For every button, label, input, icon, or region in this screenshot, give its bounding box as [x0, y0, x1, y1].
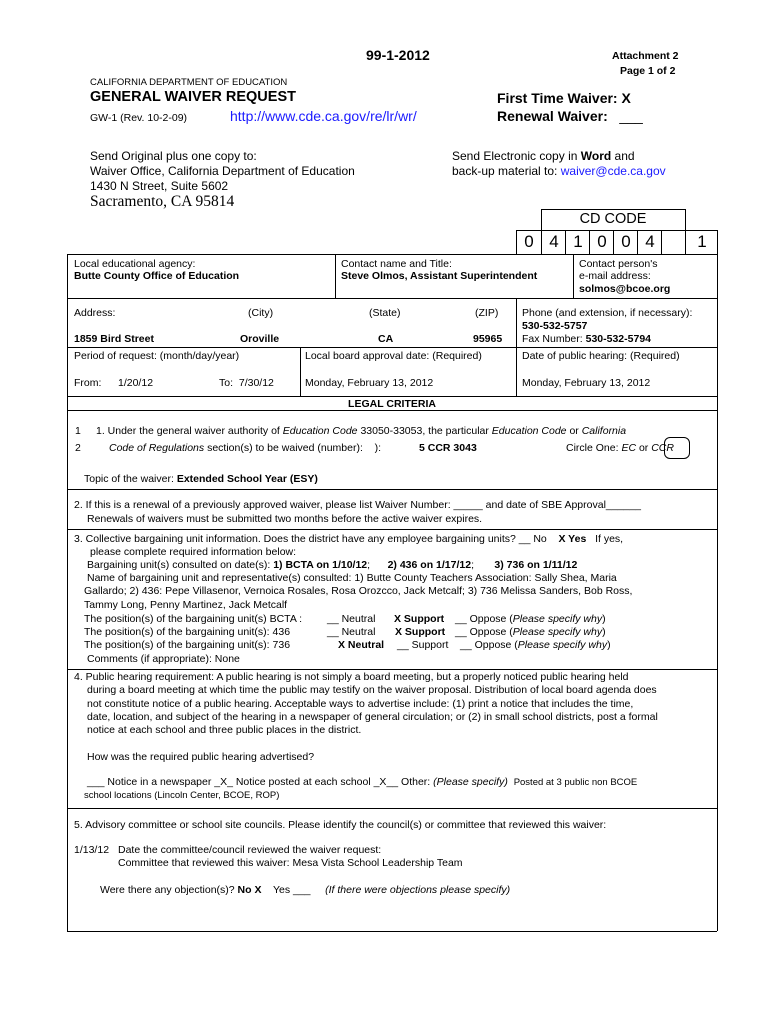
- position-1-oppose: [455, 613, 606, 625]
- phone-label: Phone (and extension, if necessary):: [522, 307, 693, 319]
- legal-line1-mid: 33050-33053, the particular: [360, 425, 489, 437]
- fax-label: Fax Number:: [522, 333, 583, 345]
- to-label: To:: [219, 377, 234, 389]
- city-label: (City): [248, 307, 274, 319]
- first-time-label: First Time Waiver:: [497, 90, 618, 106]
- electronic-line-1: [452, 149, 635, 163]
- form-id: GW-1 (Rev. 10-2-09): [90, 112, 188, 124]
- position-2-neutral: __ Neutral: [327, 626, 376, 638]
- bargaining-dates: [87, 559, 577, 571]
- hearing-line-1: 4. Public hearing requirement: A public hearing is not simply a board meeting, but a properly noticed public hearing held: [74, 671, 629, 683]
- advisory-line: 5. Advisory committee or school site councils. Please identify the council(s) or committee that reviewed this waiver:: [74, 819, 607, 831]
- street-value: 1859 Bird Street: [74, 333, 154, 345]
- advisory-date: 1/13/12: [74, 844, 110, 856]
- position-1-neutral: __ Neutral: [327, 613, 376, 625]
- advisory-reviewed: Date the committee/council reviewed the waiver request:: [118, 844, 382, 856]
- zip-value: 95965: [473, 333, 503, 345]
- bargaining-names-1: Name of bargaining unit and representative(s) consulted: 1) Butte County Teachers Association: Sally Shea, Maria: [87, 572, 617, 584]
- cd-digit-4: 0: [597, 232, 607, 251]
- cd-digit-6: 4: [645, 232, 655, 251]
- position-3-oppose: [460, 639, 611, 651]
- hearing-options: [87, 776, 637, 788]
- from-label: From:: [74, 377, 102, 389]
- topic-value: Extended School Year (ESY): [176, 473, 318, 485]
- state-label: (State): [369, 307, 401, 319]
- electronic-post: and: [614, 149, 635, 163]
- city-value: Oroville: [240, 333, 280, 345]
- hearing-other-specify: (Please specify): [433, 776, 508, 788]
- email-label-1: Contact person's: [579, 258, 658, 270]
- bargaining-names-2: Gallardo; 2) 436: Pepe Villasenor, Vernoica Rosales, Rosa Orozcco, Jack Metcalf; 3) 736 Melissa Sanders, Bob Ross,: [84, 585, 633, 597]
- advisory-committee: Committee that reviewed this waiver: Mesa Vista School Leadership Team: [118, 857, 463, 869]
- hearing-date-value: Monday, February 13, 2012: [522, 377, 651, 389]
- position-3-support: __ Support: [397, 639, 449, 651]
- legal-line-2: [109, 442, 381, 454]
- mailing-line-1: Send Original plus one copy to:: [90, 149, 257, 163]
- section-number: 5 CCR 3043: [419, 442, 477, 454]
- position-1-label: The position(s) of the bargaining unit(s) BCTA :: [84, 613, 303, 625]
- bargaining-semicolon: ;: [367, 559, 371, 571]
- renewal-line-1: 2. If this is a renewal of a previously approved waiver, please list Waiver Number: _____ and date of SBE Approval______: [74, 499, 641, 511]
- ccr-option: CCR: [651, 442, 674, 454]
- to-value: 7/30/12: [238, 377, 274, 389]
- contact-value: Steve Olmos, Assistant Superintendent: [341, 270, 538, 282]
- legal-line-1: [96, 425, 626, 437]
- position-2-close: ): [602, 626, 606, 638]
- position-2-oppose-text: __ Oppose (: [455, 626, 513, 638]
- bargaining-comments: Comments (if appropriate): None: [87, 653, 240, 665]
- hearing-line-3: not constitute notice of a public hearing. Acceptable ways to advertise include: (1) print a notice that includes the time,: [87, 698, 634, 710]
- topic-label: Topic of the waiver:: [84, 473, 174, 485]
- legal-ec-ref: Education Code: [282, 425, 358, 437]
- electronic-line2-pre: back-up material to:: [452, 164, 558, 178]
- renewal-waiver: [497, 108, 643, 124]
- cd-digit-2: 4: [549, 232, 559, 251]
- position-3-close: ): [607, 639, 611, 651]
- phone-value: 530-532-5757: [522, 320, 588, 332]
- cd-code-label: CD CODE: [579, 211, 647, 227]
- hearing-other-value: Posted at 3 public non BCOE: [513, 777, 638, 788]
- electronic-word: Word: [580, 149, 612, 163]
- position-3-oppose-text: __ Oppose (: [460, 639, 518, 651]
- legal-california: California: [581, 425, 627, 437]
- board-approval-label: Local board approval date: (Required): [305, 350, 482, 362]
- position-3-why: Please specify why: [517, 639, 608, 651]
- period-label: Period of request: (month/day/year): [74, 350, 240, 362]
- bargaining-if-yes: If yes,: [595, 533, 624, 545]
- hearing-line-4: date, location, and subject of the hearing in a newspaper of general circulation; or (2) in small school districts, post a formal: [87, 711, 658, 723]
- address-label: Address:: [74, 307, 116, 319]
- ec-option: EC: [621, 442, 637, 454]
- position-1-why: Please specify why: [512, 613, 603, 625]
- from-value: 1/20/12: [118, 377, 154, 389]
- legal-line1-pre: 1. Under the general waiver authority of: [96, 425, 280, 437]
- hearing-line-5: notice at each school and three public places in the district.: [87, 724, 362, 736]
- hearing-line-2: during a board meeting at which time the public may testify on the waiver proposal. Distribution of local board agenda does: [87, 684, 657, 696]
- legal-line1-or: or: [569, 425, 579, 437]
- contact-label: Contact name and Title:: [341, 258, 452, 270]
- circle-or: or: [638, 442, 649, 454]
- hearing-options-text: ___ Notice in a newspaper _X_ Notice posted at each school _X__ Other:: [87, 776, 431, 788]
- page-number: Page 1 of 2: [620, 65, 676, 77]
- cd-digit-3: 1: [573, 232, 583, 251]
- department-name: CALIFORNIA DEPARTMENT OF EDUCATION: [90, 77, 288, 88]
- cd-digit-7: 1: [697, 232, 707, 251]
- bargaining-date-2: 2) 436 on 1/17/12: [387, 559, 472, 571]
- legal-num-2: 2: [75, 442, 81, 454]
- electronic-pre: Send Electronic copy in: [452, 149, 578, 163]
- circle-one-label: Circle One:: [566, 442, 619, 454]
- position-2-support: X Support: [395, 626, 446, 638]
- legal-line2-paren: ):: [374, 442, 381, 454]
- advisory-objections: [100, 884, 510, 896]
- waiver-url-link[interactable]: http://www.cde.ca.gov/re/lr/wr/: [230, 108, 417, 124]
- bargaining-question: 3. Collective bargaining unit information. Does the district have any employee bargaining units? __ No: [74, 533, 547, 545]
- form-title: GENERAL WAIVER REQUEST: [90, 89, 296, 105]
- mailing-line-4: Sacramento, CA 95814: [90, 193, 235, 210]
- bargaining-line-2: please complete required information below:: [90, 546, 297, 558]
- bargaining-names-3: Tammy Long, Penny Martinez, Jack Metcalf: [84, 599, 288, 611]
- hearing-question: How was the required public hearing advertised?: [87, 751, 315, 763]
- renewal-label: Renewal Waiver:: [497, 108, 608, 124]
- renewal-value: ___: [619, 108, 643, 124]
- position-1-support: X Support: [394, 613, 445, 625]
- hearing-other-value-2: school locations (Lincoln Center, BCOE, ROP): [84, 790, 280, 801]
- electronic-line-2: [452, 164, 666, 178]
- objections-no: No X: [237, 884, 262, 896]
- to-line: [219, 377, 274, 389]
- legal-ccr-ref: Code of Regulations: [109, 442, 205, 454]
- cd-digit-5: 0: [621, 232, 631, 251]
- position-2-oppose: [455, 626, 606, 638]
- legal-ec-ref-2: Education Code: [491, 425, 567, 437]
- objections-question: Were there any objection(s)?: [100, 884, 235, 896]
- circle-one: [566, 442, 674, 454]
- contact-email: solmos@bcoe.org: [579, 283, 671, 295]
- bargaining-dates-label: Bargaining unit(s) consulted on date(s):: [87, 559, 271, 571]
- mailing-line-3: 1430 N Street, Suite 5602: [90, 179, 229, 193]
- zip-label: (ZIP): [475, 307, 499, 319]
- attachment-label: Attachment 2: [612, 50, 679, 62]
- bargaining-line-1: [74, 533, 623, 545]
- position-2-why: Please specify why: [512, 626, 603, 638]
- bargaining-yes: X Yes: [558, 533, 587, 545]
- legal-num-1: 1: [75, 425, 81, 437]
- ccr-circle-mark: [664, 437, 690, 459]
- objections-yes: Yes ___: [272, 884, 311, 896]
- cd-digit-1: 0: [524, 232, 534, 251]
- legal-line2-post: section(s) to be waived (number):: [207, 442, 363, 454]
- position-3-neutral: X Neutral: [338, 639, 385, 651]
- position-1-close: ): [602, 613, 606, 625]
- fax-value: 530-532-5794: [585, 333, 651, 345]
- item-number: 99-1-2012: [366, 47, 430, 63]
- objections-specify: (If there were objections please specify): [325, 884, 511, 896]
- hearing-date-label: Date of public hearing: (Required): [522, 350, 680, 362]
- state-value: CA: [378, 333, 394, 345]
- first-time-value: X: [621, 90, 631, 106]
- email-label-2: e-mail address:: [579, 270, 651, 282]
- agency-value: Butte County Office of Education: [74, 270, 240, 282]
- agency-label: Local educational agency:: [74, 258, 196, 270]
- first-time-waiver: [497, 90, 631, 106]
- position-3-label: The position(s) of the bargaining unit(s): 736: [84, 639, 291, 651]
- bargaining-date-3: 3) 736 on 1/11/12: [494, 559, 578, 571]
- board-approval-value: Monday, February 13, 2012: [305, 377, 434, 389]
- fax-line: [522, 333, 651, 345]
- bargaining-semicolon-2: ;: [471, 559, 474, 571]
- position-1-oppose-text: __ Oppose (: [455, 613, 513, 625]
- waiver-email-link[interactable]: waiver@cde.ca.gov: [560, 164, 666, 178]
- position-2-label: The position(s) of the bargaining unit(s): 436: [84, 626, 291, 638]
- bargaining-date-1: 1) BCTA on 1/10/12: [273, 559, 368, 571]
- renewal-line-2: Renewals of waivers must be submitted two months before the active waiver expires.: [87, 513, 483, 525]
- topic-line: [84, 473, 318, 485]
- legal-criteria-heading: LEGAL CRITERIA: [348, 398, 436, 410]
- mailing-line-2: Waiver Office, California Department of Education: [90, 164, 355, 178]
